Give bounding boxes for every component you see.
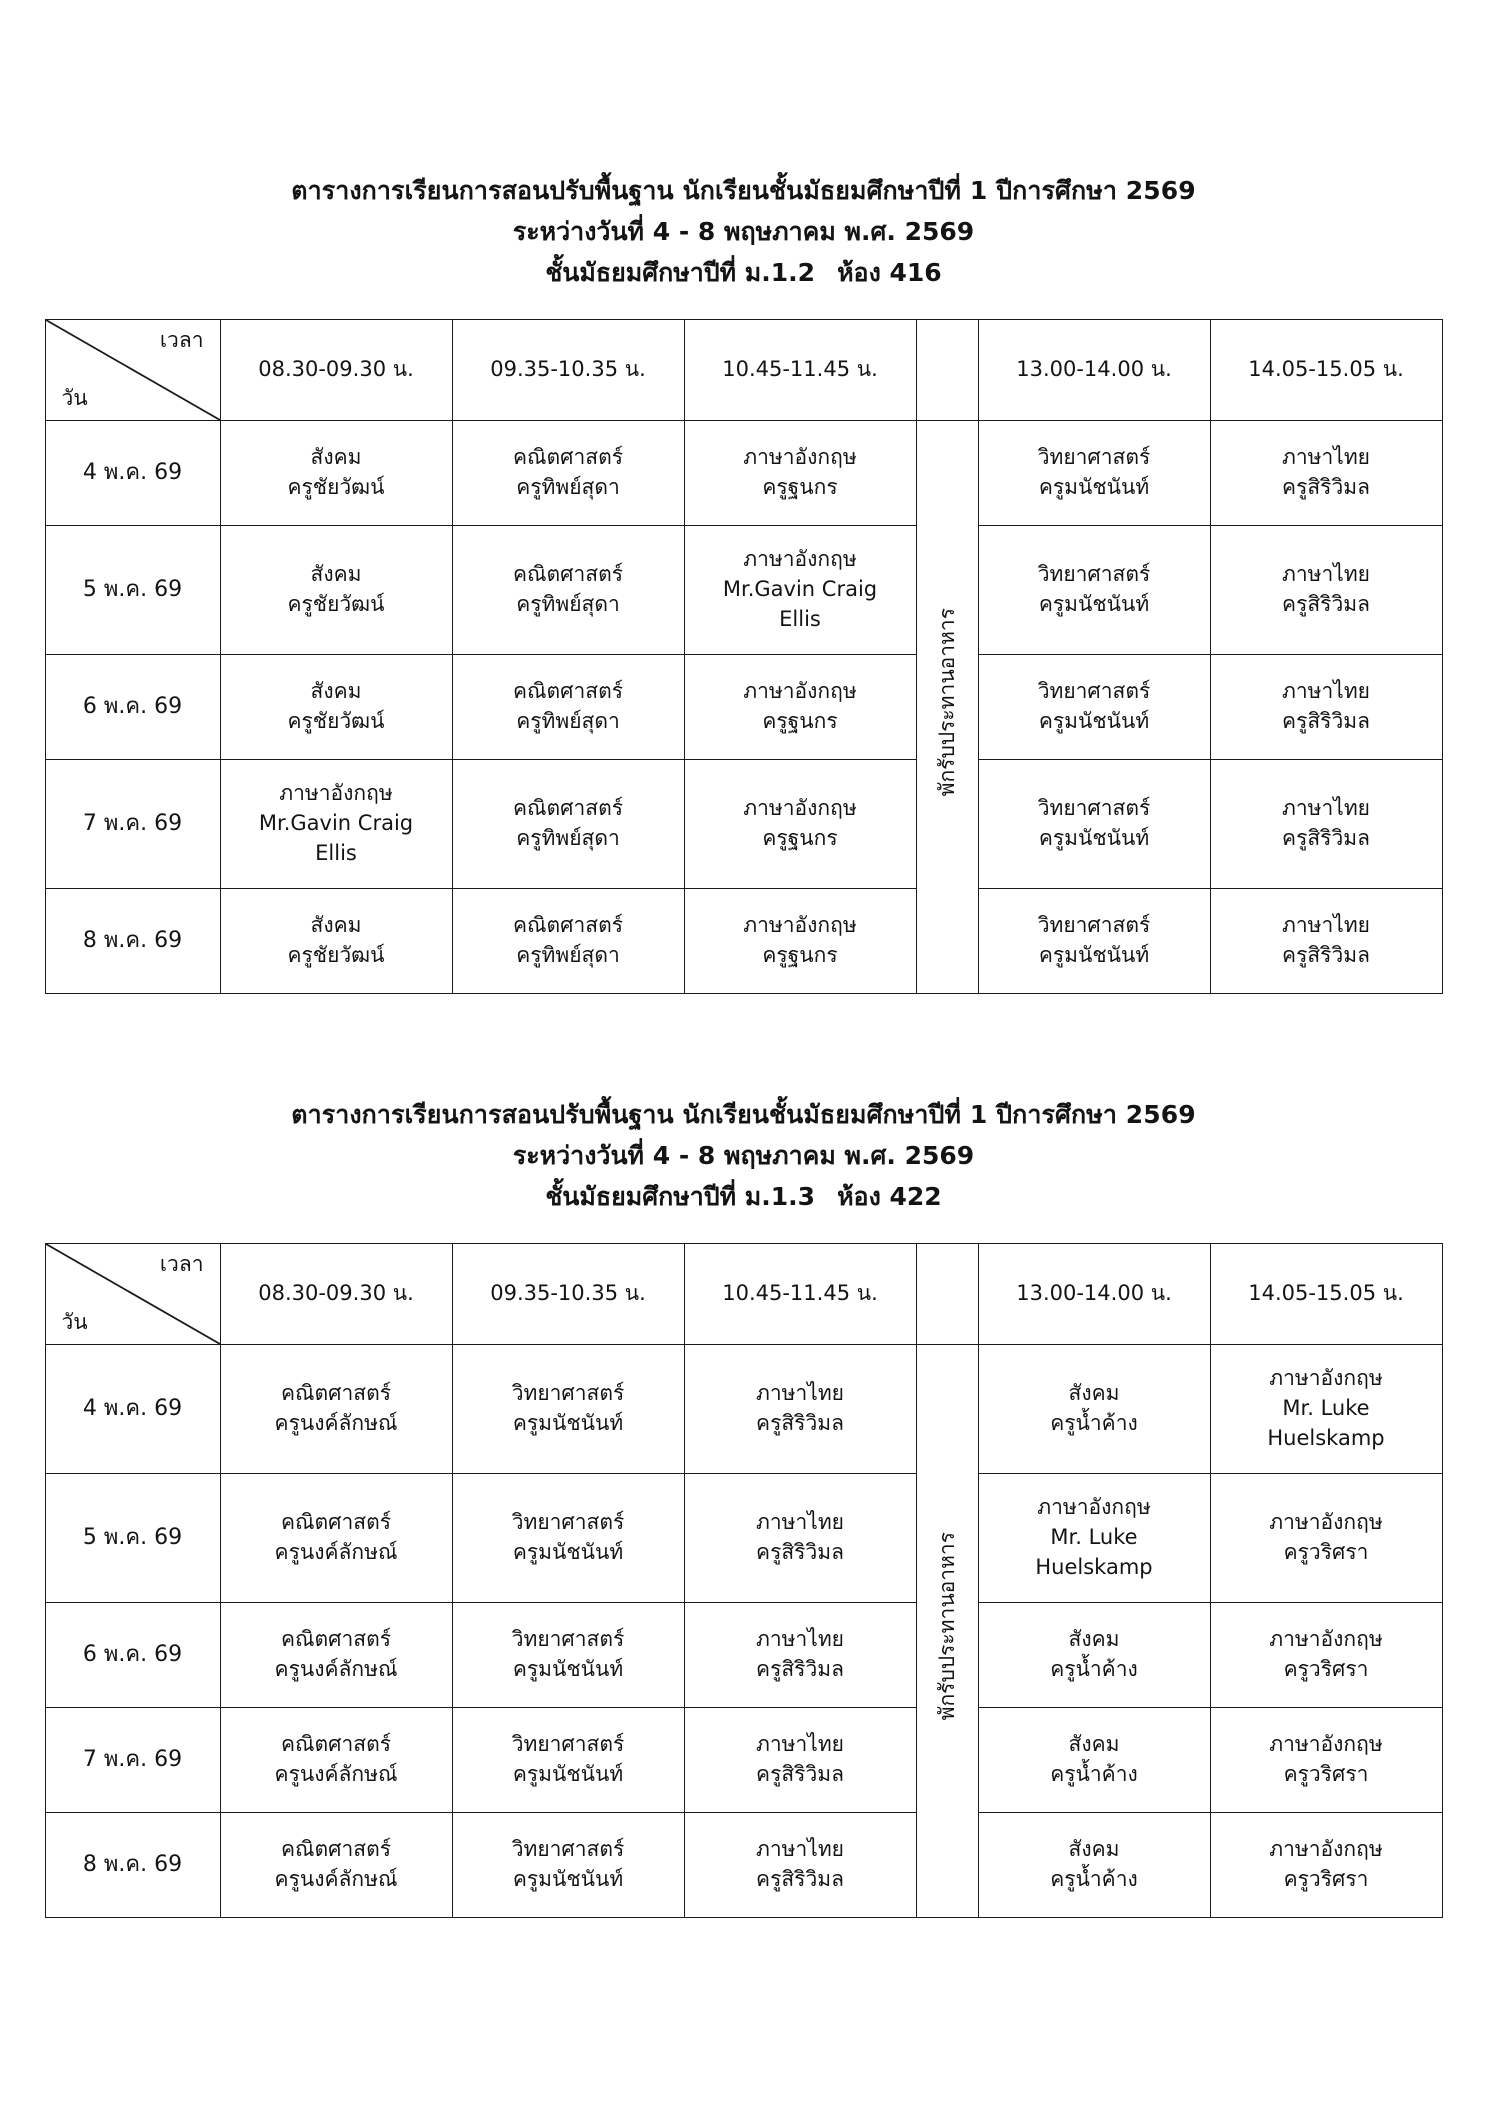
teacher-name: Mr.Gavin Craig (722, 577, 878, 602)
subject-name: ภาษาไทย (756, 1627, 844, 1652)
teacher-name: ครูมนัชนันท์ (1038, 826, 1150, 850)
teacher-name: ครูวริศรา (1283, 1867, 1369, 1891)
table-row (45, 526, 1442, 655)
class-cell (220, 1603, 452, 1708)
day-cell: 7 พ.ค. 69 (45, 760, 220, 889)
lunch-break-cell (916, 1345, 978, 1918)
teacher-name: ครูทิพย์สุดา (516, 475, 620, 499)
teacher-name: ครูมนัชนันท์ (1038, 475, 1150, 499)
table-header-row (45, 1244, 1442, 1345)
corner-header-cell (45, 320, 220, 421)
teacher-name: ครูฐนกร (762, 826, 838, 850)
teacher-name-line2: Ellis (315, 840, 357, 865)
teacher-name: ครูทิพย์สุดา (516, 943, 620, 967)
subject-name: ภาษาอังกฤษ (743, 547, 857, 572)
teacher-name: ครูฐนกร (762, 943, 838, 967)
class-cell (978, 1603, 1210, 1708)
class-cell (220, 760, 452, 889)
subject-name: ภาษาอังกฤษ (1269, 1627, 1383, 1652)
class-cell (1210, 760, 1442, 889)
class-cell (1210, 655, 1442, 760)
day-cell: 7 พ.ค. 69 (45, 1708, 220, 1813)
class-cell (684, 1708, 916, 1813)
table-row (45, 760, 1442, 889)
teacher-name: ครูวริศรา (1283, 1657, 1369, 1681)
time-axis-label: เวลา (159, 1252, 204, 1276)
class-cell (452, 1603, 684, 1708)
subject-name: สังคม (310, 913, 362, 938)
day-cell: 5 พ.ค. 69 (45, 526, 220, 655)
teacher-name-line2: Ellis (779, 606, 821, 631)
table-row (45, 1474, 1442, 1603)
subject-name: คณิตศาสตร์ (280, 1627, 392, 1652)
subject-name: ภาษาอังกฤษ (743, 796, 857, 821)
subject-name: วิทยาศาสตร์ (511, 1627, 625, 1652)
subject-name: คณิตศาสตร์ (512, 913, 624, 938)
teacher-name: ครูนงค์ลักษณ์ (274, 1540, 398, 1564)
subject-name: วิทยาศาสตร์ (511, 1381, 625, 1406)
teacher-name: ครูน้ำค้าง (1050, 1867, 1138, 1891)
class-cell (1210, 1813, 1442, 1918)
teacher-name-line2: Huelskamp (1035, 1554, 1153, 1579)
day-cell: 4 พ.ค. 69 (45, 421, 220, 526)
subject-name: วิทยาศาสตร์ (1037, 562, 1151, 587)
class-cell (452, 760, 684, 889)
teacher-name: ครูทิพย์สุดา (516, 709, 620, 733)
time-axis-label: เวลา (159, 328, 204, 352)
date-range-line: ระหว่างวันที่ 4 - 8 พฤษภาคม พ.ศ. 2569 (512, 217, 975, 246)
subject-name: ภาษาอังกฤษ (1269, 1510, 1383, 1535)
room-label: ห้อง 416 (837, 258, 942, 287)
period-header-5: 14.05-15.05 น. (1210, 1244, 1442, 1345)
subject-name: ภาษาอังกฤษ (743, 913, 857, 938)
break-header-cell (916, 1244, 978, 1345)
day-cell: 6 พ.ค. 69 (45, 655, 220, 760)
break-header-cell (916, 320, 978, 421)
class-cell (452, 655, 684, 760)
teacher-name: ครูสิริวิมล (756, 1540, 844, 1564)
subject-name: ภาษาไทย (1282, 562, 1370, 587)
table-row (45, 1708, 1442, 1813)
subject-name: สังคม (1068, 1381, 1120, 1406)
subject-name: สังคม (1068, 1837, 1120, 1862)
subject-name: ภาษาไทย (756, 1381, 844, 1406)
teacher-name: ครูมนัชนันท์ (512, 1867, 624, 1891)
day-axis-label: วัน (61, 1310, 88, 1335)
timetable-sheet-m1-2 (0, 0, 1487, 994)
class-cell (978, 1345, 1210, 1474)
subject-name: วิทยาศาสตร์ (1037, 913, 1151, 938)
teacher-name: Mr.Gavin Craig (258, 811, 414, 836)
subject-name: ภาษาไทย (756, 1732, 844, 1757)
sheet-title-block (0, 1102, 1487, 1209)
teacher-name: ครูมนัชนันท์ (512, 1540, 624, 1564)
class-cell (684, 760, 916, 889)
class-cell (1210, 421, 1442, 526)
class-cell (978, 526, 1210, 655)
class-cell (1210, 1345, 1442, 1474)
class-cell (452, 1345, 684, 1474)
teacher-name: ครูวริศรา (1283, 1762, 1369, 1786)
room-label: ห้อง 422 (837, 1182, 942, 1211)
class-cell (684, 1474, 916, 1603)
subject-name: ภาษาอังกฤษ (279, 781, 393, 806)
teacher-name: ครูชัยวัฒน์ (287, 943, 385, 967)
teacher-name: ครูวริศรา (1283, 1540, 1369, 1564)
class-cell (684, 526, 916, 655)
subject-name: สังคม (1068, 1732, 1120, 1757)
class-cell (1210, 1603, 1442, 1708)
teacher-name: ครูสิริวิมล (1282, 709, 1370, 733)
class-room-line (0, 1184, 1487, 1209)
teacher-name: ครูมนัชนันท์ (1038, 943, 1150, 967)
class-cell (220, 1708, 452, 1813)
class-cell (452, 1708, 684, 1813)
class-cell (978, 1474, 1210, 1603)
subject-name: คณิตศาสตร์ (280, 1381, 392, 1406)
teacher-name: ครูมนัชนันท์ (1038, 592, 1150, 616)
class-cell (452, 889, 684, 994)
class-cell (978, 421, 1210, 526)
class-cell (220, 1813, 452, 1918)
class-cell (978, 1813, 1210, 1918)
class-cell (220, 1474, 452, 1603)
class-cell (684, 1603, 916, 1708)
class-cell (452, 526, 684, 655)
date-range-line: ระหว่างวันที่ 4 - 8 พฤษภาคม พ.ศ. 2569 (512, 1141, 975, 1170)
teacher-name: Mr. Luke (1050, 1525, 1138, 1550)
class-cell (684, 421, 916, 526)
teacher-name: ครูน้ำค้าง (1050, 1411, 1138, 1435)
subject-name: สังคม (310, 445, 362, 470)
teacher-name: ครูมนัชนันท์ (512, 1657, 624, 1681)
class-cell (684, 889, 916, 994)
timetable-sheet-m1-3 (0, 994, 1487, 1918)
class-cell (684, 1813, 916, 1918)
day-cell: 8 พ.ค. 69 (45, 1813, 220, 1918)
period-header-3: 10.45-11.45 น. (684, 320, 916, 421)
table-row (45, 889, 1442, 994)
teacher-name: ครูสิริวิมล (756, 1867, 844, 1891)
subject-name: ภาษาอังกฤษ (1269, 1366, 1383, 1391)
subject-name: ภาษาไทย (1282, 913, 1370, 938)
class-cell (220, 889, 452, 994)
teacher-name: ครูสิริวิมล (1282, 826, 1370, 850)
period-header-2: 09.35-10.35 น. (452, 320, 684, 421)
day-axis-label: วัน (61, 386, 88, 411)
lunch-break-label: พักรับประทานอาหาร (934, 608, 959, 797)
subject-name: ภาษาไทย (1282, 679, 1370, 704)
subject-name: ภาษาอังกฤษ (1269, 1837, 1383, 1862)
class-cell (1210, 889, 1442, 994)
subject-name: คณิตศาสตร์ (512, 562, 624, 587)
teacher-name: ครูสิริวิมล (1282, 475, 1370, 499)
lunch-break-cell (916, 421, 978, 994)
teacher-name: ครูน้ำค้าง (1050, 1762, 1138, 1786)
class-room-line (0, 260, 1487, 285)
period-header-1: 08.30-09.30 น. (220, 320, 452, 421)
page-title: ตารางการเรียนการสอนปรับพื้นฐาน นักเรียนชั้นมัธยมศึกษาปีที่ 1 ปีการศึกษา 2569 (291, 1100, 1196, 1129)
teacher-name: ครูนงค์ลักษณ์ (274, 1411, 398, 1435)
table-row (45, 1345, 1442, 1474)
timetable-m1-3 (45, 1243, 1443, 1918)
teacher-name: ครูทิพย์สุดา (516, 592, 620, 616)
subject-name: วิทยาศาสตร์ (1037, 796, 1151, 821)
class-cell (452, 421, 684, 526)
subject-name: วิทยาศาสตร์ (1037, 679, 1151, 704)
day-cell: 4 พ.ค. 69 (45, 1345, 220, 1474)
subject-name: ภาษาไทย (1282, 445, 1370, 470)
subject-name: วิทยาศาสตร์ (511, 1510, 625, 1535)
subject-name: คณิตศาสตร์ (280, 1732, 392, 1757)
teacher-name: Mr. Luke (1282, 1396, 1370, 1421)
timetable-m1-2 (45, 319, 1443, 994)
period-header-1: 08.30-09.30 น. (220, 1244, 452, 1345)
subject-name: คณิตศาสตร์ (280, 1837, 392, 1862)
teacher-name-line2: Huelskamp (1267, 1425, 1385, 1450)
subject-name: ภาษาอังกฤษ (743, 679, 857, 704)
subject-name: คณิตศาสตร์ (512, 679, 624, 704)
class-cell (220, 655, 452, 760)
teacher-name: ครูสิริวิมล (756, 1657, 844, 1681)
class-cell (684, 1345, 916, 1474)
teacher-name: ครูทิพย์สุดา (516, 826, 620, 850)
day-cell: 5 พ.ค. 69 (45, 1474, 220, 1603)
subject-name: วิทยาศาสตร์ (511, 1732, 625, 1757)
teacher-name: ครูชัยวัฒน์ (287, 475, 385, 499)
period-header-5: 14.05-15.05 น. (1210, 320, 1442, 421)
sheet-title-block (0, 178, 1487, 285)
corner-header-cell (45, 1244, 220, 1345)
class-label: ชั้นมัธยมศึกษาปีที่ ม.1.3 (545, 1182, 816, 1211)
teacher-name: ครูมนัชนันท์ (1038, 709, 1150, 733)
teacher-name: ครูนงค์ลักษณ์ (274, 1867, 398, 1891)
class-cell (978, 889, 1210, 994)
subject-name: ภาษาอังกฤษ (1037, 1495, 1151, 1520)
teacher-name: ครูมนัชนันท์ (512, 1411, 624, 1435)
day-cell: 8 พ.ค. 69 (45, 889, 220, 994)
teacher-name: ครูสิริวิมล (1282, 592, 1370, 616)
period-header-3: 10.45-11.45 น. (684, 1244, 916, 1345)
class-cell (452, 1813, 684, 1918)
subject-name: ภาษาไทย (756, 1837, 844, 1862)
subject-name: ภาษาอังกฤษ (743, 445, 857, 470)
class-cell (220, 1345, 452, 1474)
class-cell (452, 1474, 684, 1603)
table-row (45, 1603, 1442, 1708)
subject-name: สังคม (310, 562, 362, 587)
teacher-name: ครูน้ำค้าง (1050, 1657, 1138, 1681)
teacher-name: ครูฐนกร (762, 475, 838, 499)
period-header-4: 13.00-14.00 น. (978, 320, 1210, 421)
subject-name: คณิตศาสตร์ (280, 1510, 392, 1535)
timetable-container (0, 319, 1487, 994)
timetable-container (0, 1243, 1487, 1918)
teacher-name: ครูนงค์ลักษณ์ (274, 1762, 398, 1786)
lunch-break-label: พักรับประทานอาหาร (934, 1532, 959, 1721)
table-row (45, 421, 1442, 526)
subject-name: วิทยาศาสตร์ (1037, 445, 1151, 470)
class-cell (978, 655, 1210, 760)
class-cell (978, 1708, 1210, 1813)
class-cell (1210, 1474, 1442, 1603)
subject-name: ภาษาอังกฤษ (1269, 1732, 1383, 1757)
teacher-name: ครูชัยวัฒน์ (287, 592, 385, 616)
subject-name: ภาษาไทย (756, 1510, 844, 1535)
table-row (45, 655, 1442, 760)
teacher-name: ครูสิริวิมล (1282, 943, 1370, 967)
day-cell: 6 พ.ค. 69 (45, 1603, 220, 1708)
teacher-name: ครูชัยวัฒน์ (287, 709, 385, 733)
subject-name: คณิตศาสตร์ (512, 796, 624, 821)
subject-name: คณิตศาสตร์ (512, 445, 624, 470)
table-row (45, 1813, 1442, 1918)
teacher-name: ครูสิริวิมล (756, 1411, 844, 1435)
page-title: ตารางการเรียนการสอนปรับพื้นฐาน นักเรียนชั้นมัธยมศึกษาปีที่ 1 ปีการศึกษา 2569 (291, 176, 1196, 205)
class-label: ชั้นมัธยมศึกษาปีที่ ม.1.2 (545, 258, 816, 287)
class-cell (684, 655, 916, 760)
period-header-2: 09.35-10.35 น. (452, 1244, 684, 1345)
subject-name: วิทยาศาสตร์ (511, 1837, 625, 1862)
teacher-name: ครูสิริวิมล (756, 1762, 844, 1786)
subject-name: สังคม (1068, 1627, 1120, 1652)
subject-name: สังคม (310, 679, 362, 704)
teacher-name: ครูนงค์ลักษณ์ (274, 1657, 398, 1681)
class-cell (1210, 526, 1442, 655)
table-header-row (45, 320, 1442, 421)
class-cell (220, 421, 452, 526)
subject-name: ภาษาไทย (1282, 796, 1370, 821)
class-cell (978, 760, 1210, 889)
class-cell (220, 526, 452, 655)
class-cell (1210, 1708, 1442, 1813)
teacher-name: ครูมนัชนันท์ (512, 1762, 624, 1786)
teacher-name: ครูฐนกร (762, 709, 838, 733)
period-header-4: 13.00-14.00 น. (978, 1244, 1210, 1345)
